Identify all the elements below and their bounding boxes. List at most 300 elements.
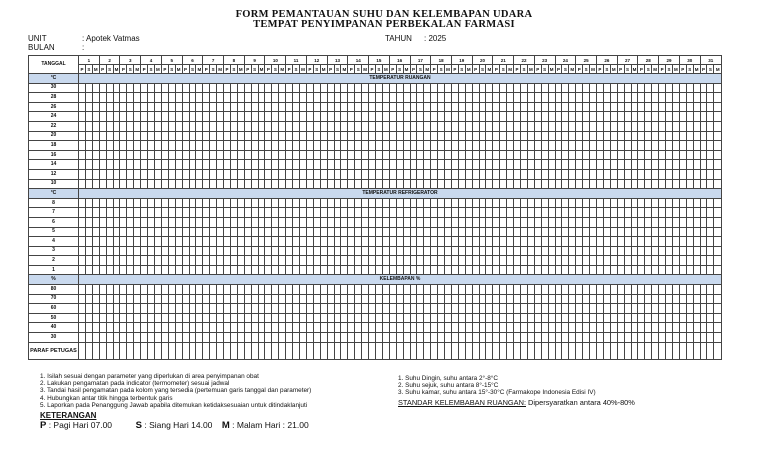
grid-cell	[596, 323, 603, 333]
grid-cell	[327, 83, 334, 93]
grid-cell	[486, 265, 493, 275]
grid-cell	[341, 313, 348, 323]
grid-cell	[500, 179, 507, 189]
grid-cell	[224, 121, 231, 131]
grid-cell	[396, 93, 403, 103]
grid-cell	[679, 121, 686, 131]
grid-cell	[486, 83, 493, 93]
grid-cell	[258, 237, 265, 247]
grid-cell	[127, 333, 134, 343]
grid-cell	[465, 160, 472, 170]
grid-cell	[465, 294, 472, 304]
grid-cell	[113, 208, 120, 218]
grid-cell	[348, 294, 355, 304]
grid-cell	[389, 131, 396, 141]
sign-cell	[576, 342, 583, 359]
grid-cell	[424, 179, 431, 189]
grid-cell	[251, 237, 258, 247]
grid-cell	[175, 313, 182, 323]
grid-cell	[541, 93, 548, 103]
grid-cell	[693, 150, 700, 160]
grid-cell	[362, 227, 369, 237]
grid-cell	[569, 294, 576, 304]
grid-cell	[251, 294, 258, 304]
grid-cell	[659, 169, 666, 179]
grid-cell	[348, 217, 355, 227]
grid-cell	[631, 198, 638, 208]
grid-cell	[672, 83, 679, 93]
grid-cell	[120, 160, 127, 170]
grid-cell	[458, 304, 465, 314]
grid-cell	[534, 121, 541, 131]
grid-cell	[224, 246, 231, 256]
grid-cell	[217, 294, 224, 304]
row-label: 16	[29, 150, 79, 160]
grid-cell	[693, 121, 700, 131]
grid-cell	[707, 246, 714, 256]
grid-cell	[617, 102, 624, 112]
grid-cell	[320, 150, 327, 160]
grid-cell	[610, 121, 617, 131]
grid-cell	[451, 323, 458, 333]
grid-cell	[403, 294, 410, 304]
grid-cell	[154, 227, 161, 237]
grid-cell	[610, 112, 617, 122]
grid-cell	[362, 150, 369, 160]
grid-cell	[548, 141, 555, 151]
grid-cell	[389, 83, 396, 93]
grid-cell	[258, 333, 265, 343]
grid-cell	[562, 237, 569, 247]
grid-cell	[624, 237, 631, 247]
grid-cell	[244, 198, 251, 208]
grid-cell	[120, 131, 127, 141]
grid-cell	[279, 160, 286, 170]
grid-cell	[99, 112, 106, 122]
shift-header: S	[626, 66, 630, 72]
grid-cell	[286, 333, 293, 343]
grid-cell	[583, 150, 590, 160]
grid-cell	[369, 246, 376, 256]
grid-cell	[230, 313, 237, 323]
grid-cell	[679, 131, 686, 141]
grid-cell	[424, 208, 431, 218]
grid-cell	[686, 160, 693, 170]
grid-cell	[438, 333, 445, 343]
shift-header: M	[487, 66, 492, 72]
shift-header: S	[128, 66, 132, 72]
grid-cell	[313, 256, 320, 266]
sign-cell	[106, 342, 113, 359]
grid-cell	[403, 304, 410, 314]
grid-cell	[99, 237, 106, 247]
grid-cell	[341, 217, 348, 227]
grid-cell	[175, 102, 182, 112]
grid-cell	[410, 285, 417, 295]
grid-cell	[258, 102, 265, 112]
grid-cell	[79, 169, 86, 179]
grid-cell	[659, 304, 666, 314]
grid-cell	[631, 313, 638, 323]
grid-cell	[714, 304, 722, 314]
grid-cell	[99, 246, 106, 256]
grid-cell	[300, 131, 307, 141]
grid-cell	[182, 246, 189, 256]
grid-cell	[417, 93, 424, 103]
grid-cell	[348, 150, 355, 160]
grid-cell	[375, 237, 382, 247]
grid-cell	[182, 227, 189, 237]
grid-cell	[237, 198, 244, 208]
form-title-line2: TEMPAT PENYIMPANAN PERBEKALAN FARMASI	[253, 19, 515, 30]
grid-cell	[348, 141, 355, 151]
grid-cell	[99, 169, 106, 179]
grid-cell	[341, 121, 348, 131]
grid-cell	[465, 150, 472, 160]
grid-cell	[279, 208, 286, 218]
grid-cell	[203, 294, 210, 304]
grid-cell	[631, 208, 638, 218]
grid-cell	[583, 246, 590, 256]
grid-cell	[666, 121, 673, 131]
grid-cell	[375, 83, 382, 93]
grid-cell	[134, 121, 141, 131]
grid-cell	[237, 313, 244, 323]
shift-header: P	[184, 66, 188, 72]
grid-cell	[638, 256, 645, 266]
grid-cell	[417, 131, 424, 141]
day-header: 2	[99, 56, 120, 65]
grid-cell	[168, 323, 175, 333]
grid-cell	[396, 179, 403, 189]
grid-cell	[161, 121, 168, 131]
grid-cell	[106, 102, 113, 112]
grid-cell	[396, 150, 403, 160]
grid-cell	[203, 208, 210, 218]
grid-cell	[479, 333, 486, 343]
grid-cell	[327, 304, 334, 314]
grid-cell	[527, 169, 534, 179]
grid-cell	[92, 208, 99, 218]
grid-cell	[507, 93, 514, 103]
grid-cell	[479, 265, 486, 275]
grid-cell	[168, 217, 175, 227]
grid-cell	[375, 141, 382, 151]
grid-cell	[700, 150, 707, 160]
grid-cell	[672, 323, 679, 333]
sign-cell	[293, 342, 300, 359]
grid-cell	[134, 150, 141, 160]
grid-cell	[161, 112, 168, 122]
grid-cell	[431, 83, 438, 93]
grid-cell	[686, 83, 693, 93]
grid-cell	[465, 208, 472, 218]
grid-cell	[189, 265, 196, 275]
shift-m-text: : Malam Hari : 21.00	[229, 420, 309, 430]
grid-cell	[286, 160, 293, 170]
grid-cell	[148, 285, 155, 295]
grid-cell	[451, 121, 458, 131]
grid-cell	[679, 179, 686, 189]
grid-cell	[514, 208, 521, 218]
shift-header: S	[149, 66, 153, 72]
grid-cell	[500, 227, 507, 237]
grid-cell	[313, 102, 320, 112]
grid-cell	[666, 265, 673, 275]
sign-cell	[224, 342, 231, 359]
grid-cell	[79, 217, 86, 227]
grid-cell	[596, 313, 603, 323]
grid-cell	[541, 313, 548, 323]
grid-cell	[451, 160, 458, 170]
grid-cell	[182, 131, 189, 141]
grid-cell	[486, 313, 493, 323]
grid-cell	[659, 141, 666, 151]
grid-cell	[230, 246, 237, 256]
grid-cell	[472, 237, 479, 247]
shift-header: M	[218, 66, 222, 72]
grid-cell	[127, 217, 134, 227]
grid-cell	[569, 179, 576, 189]
grid-cell	[217, 102, 224, 112]
grid-cell	[438, 141, 445, 151]
grid-cell	[438, 131, 445, 141]
grid-cell	[244, 246, 251, 256]
grid-cell	[451, 112, 458, 122]
grid-cell	[230, 323, 237, 333]
grid-cell	[154, 265, 161, 275]
row-label: 22	[29, 121, 79, 131]
grid-cell	[445, 198, 452, 208]
grid-cell	[175, 256, 182, 266]
grid-cell	[369, 102, 376, 112]
grid-cell	[306, 121, 313, 131]
grid-cell	[596, 83, 603, 93]
grid-cell	[534, 93, 541, 103]
grid-cell	[230, 304, 237, 314]
grid-cell	[534, 160, 541, 170]
grid-cell	[507, 150, 514, 160]
instruction-item: 2. Lakukan pengamatan pada indicator (termometer) sesuai jadwal	[40, 380, 230, 388]
grid-cell	[286, 208, 293, 218]
grid-cell	[707, 227, 714, 237]
grid-cell	[369, 294, 376, 304]
grid-cell	[465, 198, 472, 208]
grid-cell	[175, 265, 182, 275]
grid-cell	[389, 198, 396, 208]
grid-cell	[369, 112, 376, 122]
grid-cell	[438, 160, 445, 170]
grid-cell	[603, 246, 610, 256]
grid-cell	[134, 333, 141, 343]
grid-cell	[375, 265, 382, 275]
grid-cell	[230, 217, 237, 227]
grid-cell	[348, 179, 355, 189]
grid-cell	[610, 294, 617, 304]
grid-cell	[362, 169, 369, 179]
grid-cell	[693, 313, 700, 323]
grid-cell	[686, 333, 693, 343]
grid-cell	[134, 265, 141, 275]
grid-cell	[341, 323, 348, 333]
grid-cell	[714, 198, 722, 208]
sign-cell	[659, 342, 666, 359]
sign-cell	[714, 342, 722, 359]
grid-cell	[362, 121, 369, 131]
grid-cell	[375, 313, 382, 323]
grid-cell	[472, 198, 479, 208]
sign-cell	[92, 342, 99, 359]
grid-cell	[168, 169, 175, 179]
grid-cell	[417, 246, 424, 256]
grid-cell	[348, 169, 355, 179]
grid-cell	[92, 304, 99, 314]
grid-cell	[258, 217, 265, 227]
grid-cell	[541, 150, 548, 160]
grid-cell	[175, 333, 182, 343]
grid-cell	[569, 285, 576, 295]
grid-cell	[645, 256, 652, 266]
grid-cell	[445, 217, 452, 227]
grid-cell	[106, 227, 113, 237]
grid-cell	[320, 246, 327, 256]
grid-cell	[569, 208, 576, 218]
grid-cell	[652, 333, 659, 343]
grid-cell	[652, 265, 659, 275]
grid-cell	[479, 217, 486, 227]
sign-cell	[465, 342, 472, 359]
grid-cell	[417, 141, 424, 151]
grid-cell	[355, 294, 362, 304]
grid-cell	[375, 227, 382, 237]
grid-cell	[659, 160, 666, 170]
section-title: KELEMBAPAN %	[79, 275, 722, 285]
grid-cell	[210, 285, 217, 295]
grid-cell	[458, 265, 465, 275]
grid-cell	[652, 131, 659, 141]
grid-cell	[293, 237, 300, 247]
grid-cell	[638, 294, 645, 304]
grid-cell	[334, 93, 341, 103]
grid-cell	[700, 131, 707, 141]
grid-cell	[154, 304, 161, 314]
grid-cell	[272, 160, 279, 170]
humidity-standard-value: Dipersyaratkan antara 40%-80%	[526, 398, 635, 407]
grid-cell	[596, 198, 603, 208]
grid-cell	[168, 227, 175, 237]
grid-cell	[472, 294, 479, 304]
grid-cell	[237, 102, 244, 112]
grid-cell	[113, 256, 120, 266]
grid-cell	[141, 237, 148, 247]
grid-cell	[375, 131, 382, 141]
grid-cell	[85, 83, 92, 93]
grid-cell	[244, 323, 251, 333]
grid-cell	[458, 333, 465, 343]
grid-cell	[562, 265, 569, 275]
grid-cell	[583, 131, 590, 141]
grid-cell	[472, 93, 479, 103]
bulan-value: :	[82, 43, 85, 52]
grid-row	[29, 313, 722, 323]
grid-cell	[403, 198, 410, 208]
grid-cell	[161, 131, 168, 141]
grid-row	[29, 323, 722, 333]
grid-cell	[410, 304, 417, 314]
grid-cell	[534, 313, 541, 323]
grid-cell	[382, 217, 389, 227]
shift-m-letter: M	[221, 420, 230, 431]
grid-cell	[507, 131, 514, 141]
grid-cell	[445, 141, 452, 151]
grid-cell	[679, 160, 686, 170]
grid-cell	[603, 160, 610, 170]
grid-cell	[714, 313, 722, 323]
grid-cell	[576, 333, 583, 343]
grid-cell	[548, 121, 555, 131]
grid-cell	[355, 227, 362, 237]
grid-cell	[479, 256, 486, 266]
grid-cell	[576, 217, 583, 227]
grid-cell	[161, 169, 168, 179]
grid-cell	[341, 227, 348, 237]
grid-cell	[313, 198, 320, 208]
grid-cell	[534, 198, 541, 208]
grid-cell	[217, 323, 224, 333]
grid-cell	[189, 227, 196, 237]
grid-cell	[161, 294, 168, 304]
grid-cell	[514, 313, 521, 323]
grid-cell	[486, 93, 493, 103]
grid-cell	[272, 246, 279, 256]
grid-cell	[106, 121, 113, 131]
grid-cell	[127, 198, 134, 208]
grid-cell	[410, 179, 417, 189]
grid-cell	[521, 131, 528, 141]
grid-cell	[327, 198, 334, 208]
grid-cell	[362, 237, 369, 247]
grid-cell	[355, 265, 362, 275]
grid-cell	[189, 112, 196, 122]
grid-cell	[265, 160, 272, 170]
grid-cell	[590, 294, 597, 304]
grid-cell	[521, 294, 528, 304]
grid-cell	[258, 256, 265, 266]
grid-cell	[431, 160, 438, 170]
grid-cell	[313, 121, 320, 131]
grid-cell	[396, 285, 403, 295]
grid-cell	[631, 121, 638, 131]
grid-cell	[652, 141, 659, 151]
grid-cell	[507, 208, 514, 218]
grid-cell	[410, 246, 417, 256]
grid-cell	[396, 246, 403, 256]
grid-cell	[272, 112, 279, 122]
grid-cell	[279, 313, 286, 323]
grid-cell	[714, 93, 722, 103]
grid-cell	[348, 102, 355, 112]
grid-cell	[541, 83, 548, 93]
grid-cell	[134, 208, 141, 218]
grid-cell	[313, 169, 320, 179]
grid-cell	[362, 102, 369, 112]
grid-cell	[210, 333, 217, 343]
grid-cell	[341, 93, 348, 103]
grid-cell	[410, 333, 417, 343]
grid-cell	[507, 102, 514, 112]
grid-cell	[265, 265, 272, 275]
grid-cell	[161, 285, 168, 295]
